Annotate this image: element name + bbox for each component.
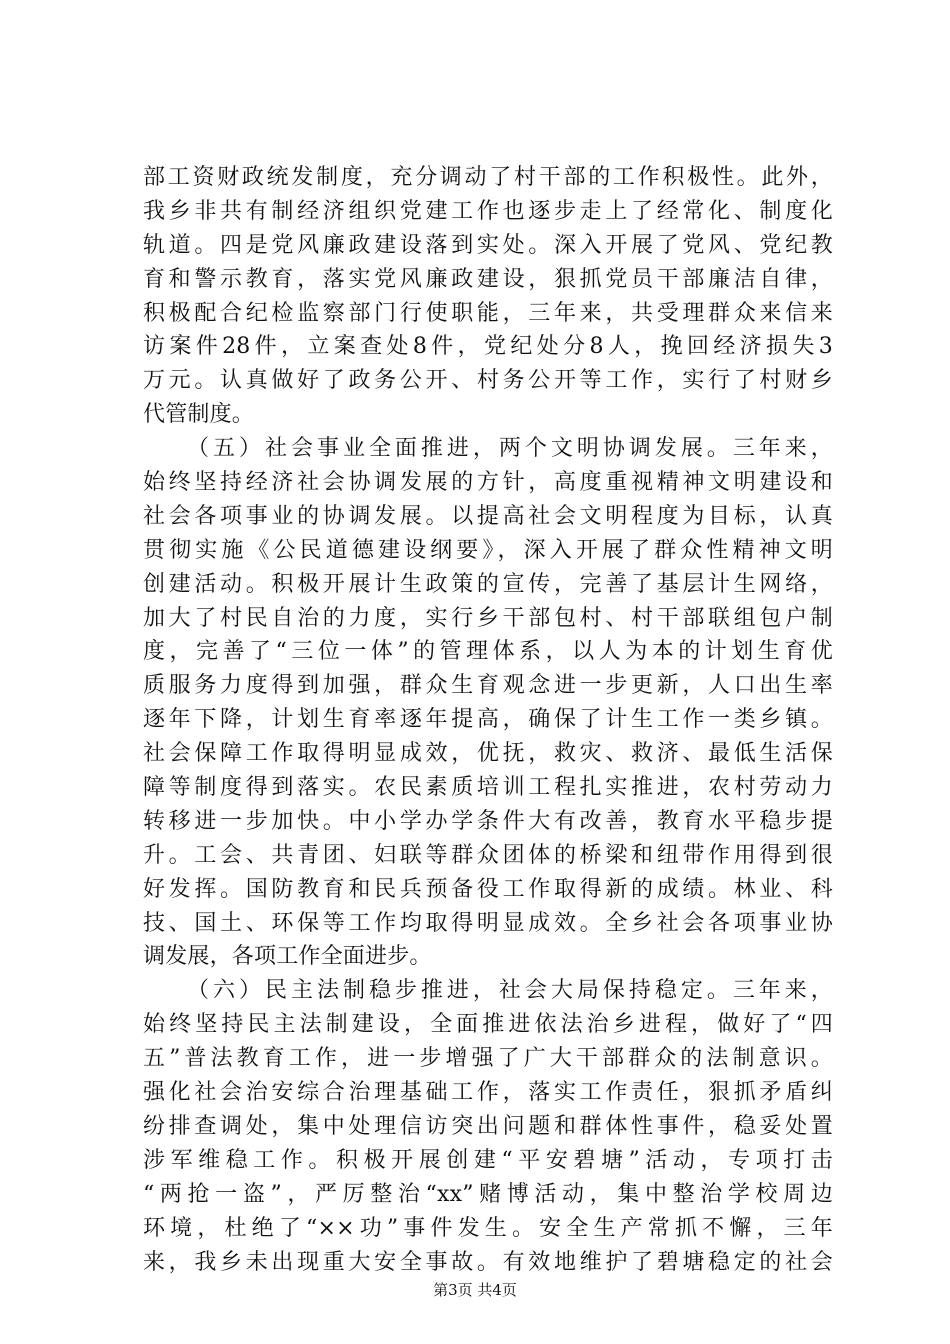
text-line: 障等制度得到落实。农民素质培训工程扎实推进，农村劳动力 [143, 775, 833, 801]
text-line: 积极配合纪检监察部门行使职能，三年来，共受理群众来信来 [143, 300, 833, 326]
text-line: 五”普法教育工作，进一步增强了广大干部群众的法制意识。 [143, 1046, 833, 1072]
text-line: 访案件28件，立案查处8件，党纪处分8人，挽回经济损失3 [143, 334, 833, 360]
text-line: 技、国土、环保等工作均取得明显成效。全乡社会各项事业协 [143, 910, 833, 936]
text-line: 代管制度。 [143, 402, 255, 428]
text-line: 纷排查调处，集中处理信访突出问题和群体性事件，稳妥处置 [143, 1113, 833, 1139]
text-line: 部工资财政统发制度，充分调动了村干部的工作积极性。此外， [143, 165, 833, 190]
text-line: 始终坚持民主法制建设，全面推进依法治乡进程，做好了“四 [143, 1012, 833, 1038]
text-line: 我乡非共有制经济组织党建工作也逐步走上了经常化、制度化 [143, 198, 833, 224]
text-line: 贯彻实施《公民道德建设纲要》，深入开展了群众性精神文明 [143, 537, 833, 563]
text-line: 涉军维稳工作。积极开展创建“平安碧塘”活动，专项打击 [143, 1147, 833, 1173]
text-line: 好发挥。国防教育和民兵预备役工作取得新的成绩。林业、科 [143, 876, 833, 902]
text-line: 轨道。四是党风廉政建设落到实处。深入开展了党风、党纪教 [143, 232, 833, 258]
body-text [143, 161, 833, 1279]
text-line: 万元。认真做好了政务公开、村务公开等工作，实行了村财乡 [143, 368, 833, 394]
text-line: 加大了村民自治的力度，实行乡干部包村、村干部联组包户制 [143, 605, 833, 631]
text-line: 始终坚持经济社会协调发展的方针，高度重视精神文明建设和 [143, 470, 833, 496]
text-line: 逐年下降，计划生育率逐年提高，确保了计生工作一类乡镇。 [143, 707, 833, 733]
text-line: 升。工会、共青团、妇联等群众团体的桥梁和纽带作用得到很 [143, 842, 833, 868]
text-line: （六）民主法制稳步推进，社会大局保持稳定。三年来， [187, 978, 833, 1004]
text-line: 度，完善了“三位一体”的管理体系，以人为本的计划生育优 [143, 639, 833, 665]
text-line: 环境，杜绝了“××功”事件发生。安全生产常抓不懈，三年 [143, 1215, 833, 1241]
text-line: 调发展，各项工作全面进步。 [143, 944, 432, 970]
text-line: 来，我乡未出现重大安全事故。有效地维护了碧塘稳定的社会 [143, 1249, 833, 1275]
page-footer: 第3页 共4页 [433, 1281, 517, 1299]
text-line: 育和警示教育，落实党风廉政建设，狠抓党员干部廉洁自律， [143, 266, 833, 292]
text-line: 质服务力度得到加强，群众生育观念进一步更新，人口出生率 [143, 673, 833, 699]
text-line: 社会各项事业的协调发展。以提高社会文明程度为目标，认真 [143, 503, 833, 529]
text-line: 社会保障工作取得明显成效，优抚，救灾、救济、最低生活保 [143, 741, 833, 767]
text-line: （五）社会事业全面推进，两个文明协调发展。三年来， [187, 436, 833, 462]
text-line: 创建活动。积极开展计生政策的宣传，完善了基层计生网络， [143, 571, 833, 597]
text-line: “两抢一盗”，严厉整治“xx”赌博活动，集中整治学校周边 [143, 1181, 833, 1207]
text-line: 强化社会治安综合治理基础工作，落实工作责任，狠抓矛盾纠 [143, 1080, 833, 1106]
text-line: 转移进一步加快。中小学办学条件大有改善，教育水平稳步提 [143, 808, 833, 834]
